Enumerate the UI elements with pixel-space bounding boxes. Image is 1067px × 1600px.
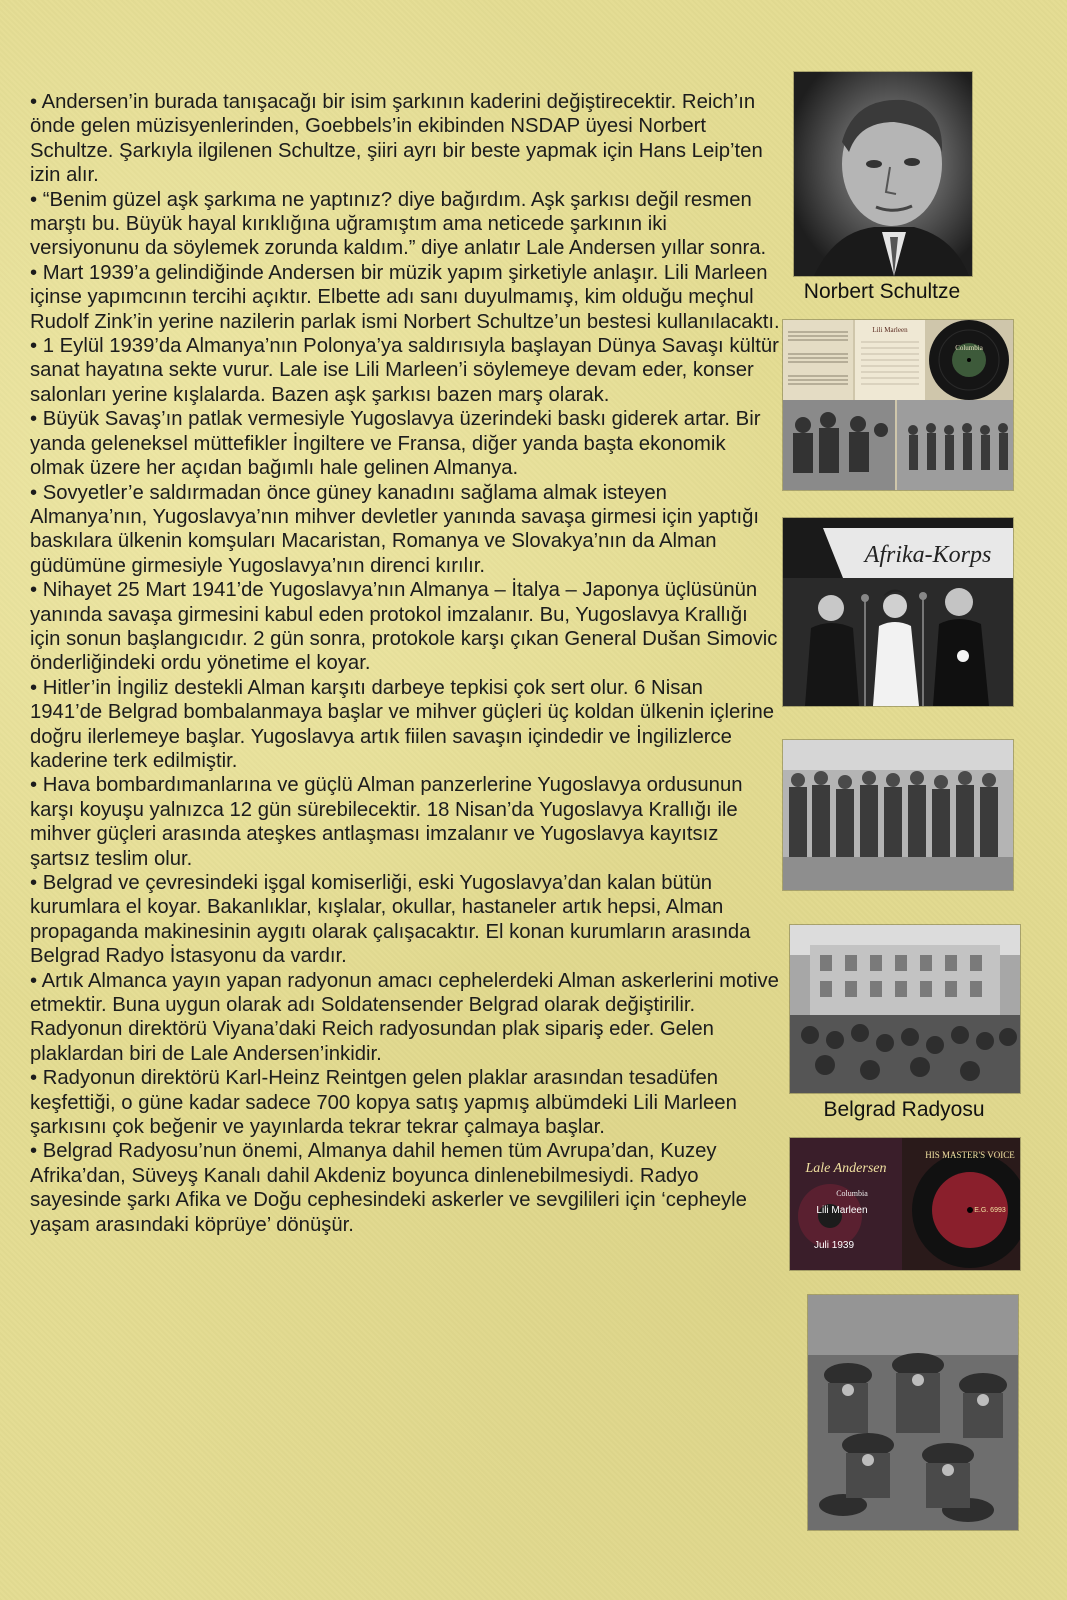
- soldiers-resting-photo: [808, 1295, 1018, 1530]
- album-artist: Lale Andersen: [805, 1161, 887, 1176]
- paragraph: • Nihayet 25 Mart 1941’de Yugoslavya’nın Almanya – İtalya – Japonya üçlüsünün yanında savaşa girmesini kabul eden protokol imzalanır. Bu, Yugoslavya Krallığı için sonun başlangıcıdır. 2 gün sonra, protokole karşı çıkan General Dušan Simovic önderliğindeki ordu yönetime el koyar.: [30, 579, 778, 675]
- paragraph: • Radyonun direktörü Karl-Heinz Reintgen gelen plaklar arasından tesadüfen keşfettiği, o güne kadar sadece 700 kopya satış yapmış albümdeki Lili Marleen şarkısını çok beğenir ve yayınlarda tekrar tekrar çalmaya başlar.: [30, 1067, 737, 1139]
- caption-belgrad-radyosu: Belgrad Radyosu: [823, 1098, 985, 1121]
- afrika-korps-banner: Afrika-Korps: [864, 542, 992, 568]
- record-label: Columbia: [955, 344, 983, 352]
- paragraph: • Hava bombardımanlarına ve güçlü Alman panzerlerine Yugoslavya ordusunun karşı koyuşu yalnızca 12 gün sürebilecektir. 18 Nisan’da Yugoslavya Krallığı ile mihver güçleri arasında ateşkes antlaşması imzalanır ve Yugoslavya kayıtsız şartsız teslim olur.: [30, 774, 743, 870]
- paragraph: • 1 Eylül 1939’da Almanya’nın Polonya’ya saldırısıyla başlayan Dünya Savaşı kültür sanat hayatına sekte vurur. Lale ise Lili Marleen’i söylemeye devam eder, konser salonları yerine kışlalarda. Bazen aşk şarkısı bazen marş olarak.: [30, 335, 779, 406]
- paragraph: • Mart 1939’a gelindiğinde Andersen bir müzik yapım şirketiyle anlaşır. Lili Marleen içinse yapımcının tercihi açıktır. Elbette adı sanı duyulmamış, kim olduğu meçhul Rudolf Zink’in yerine nazilerin parlak ismi Norbert Schultze’un bestesi kullanılacaktı.: [30, 261, 780, 333]
- lale-andersen-record-collage: [790, 1138, 1020, 1270]
- caption-norbert-schultze: Norbert Schultze: [803, 280, 961, 303]
- hmv-catalog: E.G. 6993: [974, 1207, 1006, 1214]
- soldiers-line-photo: [783, 740, 1013, 890]
- paragraph: • “Benim güzel aşk şarkıma ne yaptınız? diye bağırdım. Aşk şarkısı değil resmen marştı bu. Büyük hayal kırıklığına uğramıştım ama neticede şarkının iki versiyonunu da söylemek zorunda kaldım.” diye anlatır Lale Andersen yıllar sonra.: [30, 188, 767, 260]
- paragraph: • Büyük Savaş’ın patlak vermesiyle Yugoslavya üzerindeki baskı giderek artar. Bir yanda geleneksel müttefikler İngiltere ve Fransa, diğer yanda başta ekonomik olmak üzere her açıdan bağımlı hale gelinen Almanya.: [30, 408, 761, 480]
- sheet-title: Lili Marleen: [872, 326, 908, 334]
- paragraph: • Artık Almanca yayın yapan radyonun amacı cephelerdeki Alman askerlerini motive etmektir. Buna uygun olarak adı Soldatensender Belgrad olarak değiştirilir. Radyonun direktörü Viyana’daki Reich radyosundan plak sipariş eder. Gelen plaklardan biri de Lale Andersen’inkidir.: [30, 969, 779, 1065]
- paragraph: • Sovyetler’e saldırmadan önce güney kanadını sağlama almak isteyen Almanya’nın, Yugoslavya’nın mihver devletler yanında savaşa girmesi için yaptığı baskılara ülkenin komşuları Macaristan, Romanya ve Slovakya’nın da Alman güdümüne girmesiyle Yugoslavya’nın direnci kırılır.: [30, 481, 760, 577]
- afrika-korps-concert-photo: [783, 518, 1013, 706]
- paragraph: • Belgrad ve çevresindeki işgal komiserliği, eski Yugoslavya’dan kalan bütün kurumlara el koyar. Bakanlıklar, kışlalar, okullar, hastaneler artık hepsi, Alman propaganda makinesinin aygıtı olarak çalışacaktır. El konan kurumların arasında Belgrad Radyo İstasyonu da vardır.: [30, 872, 751, 968]
- belgrad-street-photo: [790, 925, 1020, 1093]
- album-title: Lili Marleen: [816, 1205, 868, 1216]
- album-date: Juli 1939: [813, 1240, 855, 1251]
- hmv-banner: HIS MASTER'S VOICE: [925, 1150, 1015, 1160]
- paragraph: • Andersen’in burada tanışacağı bir isim şarkının kaderini değiştirecektir. Reich’ın önde gelen müzisyenlerinden, Goebbels’in ekibinden NSDAP üyesi Norbert Schultze. Şarkıyla ilgilenen Schultze, şiiri ayrı bir beste yapmak için Hans Leip’ten izin alır.: [30, 91, 763, 187]
- paragraph: • Hitler’in İngiliz destekli Alman karşıtı darbeye tepkisi çok sert olur. 6 Nisan 1941’de Belgrad bombalanmaya başlar ve mihver güçleri üç koldan ülkenin içlerine doğru ilerlemeye başlar. Yugoslavya artık fiilen savaşın içindedir ve İngilizlerce kaderine terk edilmiştir.: [30, 676, 775, 772]
- sheet-music-record-collage: [783, 320, 1013, 490]
- norbert-schultze-portrait: [794, 72, 972, 276]
- article-body: [30, 90, 780, 1237]
- album-brand: Columbia: [836, 1189, 868, 1198]
- paragraph: • Belgrad Radyosu’nun önemi, Almanya dahil hemen tüm Avrupa’dan, Kuzey Afrika’dan, Süveyş Kanalı dahil Akdeniz boyunca dinlenebilmesiydi. Radyo sayesinde şarkı Afika ve Doğu cephesindeki askerler ve sevgilileri için ‘cepheyle yaşam arasındaki köprüye’ dönüşür.: [30, 1140, 747, 1236]
